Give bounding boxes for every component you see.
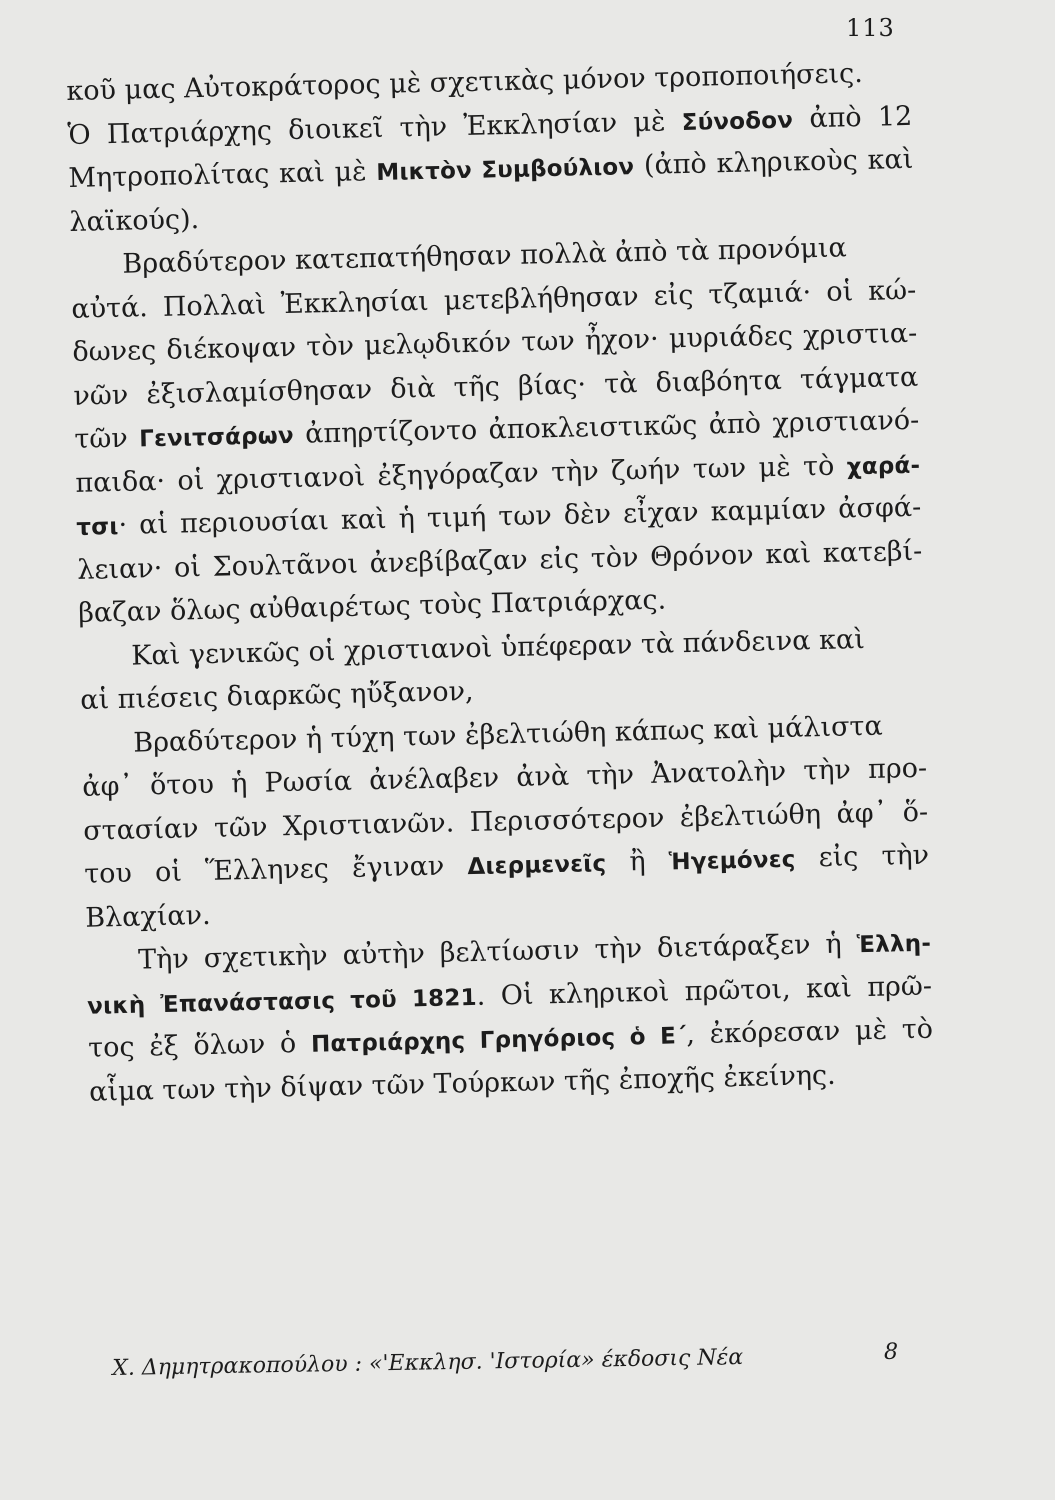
- text-run: Βλαχίαν.: [84, 899, 211, 934]
- text-run: · αἱ περιουσίαι καὶ ἡ τιμή των δὲν εἶχαν καμμίαν ἀσφά-: [118, 491, 922, 541]
- text-run: νῶν ἐξισλαμίσθησαν διὰ τῆς βίας· τὰ διαβόητα τάγματα: [73, 361, 919, 412]
- bold-term: Σύνοδον: [681, 107, 794, 136]
- text-run: αἱ πιέσεις διαρκῶς ηὔξανον,: [79, 675, 474, 716]
- text-run: εἰς τὴν: [795, 839, 930, 874]
- page-number: 113: [846, 14, 895, 42]
- text-run: αἷμα των τὴν δίψαν τῶν Τούρκων τῆς ἐποχῆς ἐκείνης.: [88, 1059, 837, 1108]
- bold-term: Μικτὸν Συμβούλιον: [376, 154, 635, 186]
- text-run: κοῦ μας Αὐτοκράτορος μὲ σχετικὰς μόνον τροποποιήσεις.: [66, 57, 864, 107]
- text-run: Μητροπολίτας καὶ μὲ: [68, 155, 377, 194]
- bold-term: Ἡγεμόνες: [668, 846, 796, 876]
- text-run: ἀφ᾽ ὅτου ἡ Ρωσία ἀνέλαβεν ἀνὰ τὴν Ἀνατολὴν τὴν προ-: [81, 752, 928, 803]
- body-text: [66, 51, 934, 1114]
- text-run: λαϊκούς).: [69, 203, 200, 238]
- text-run: δωνες διέκοψαν τὸν μελῳδικόν των ἦχον· μυριάδες χριστια-: [72, 317, 918, 368]
- text-run: ἀπὸ 12: [792, 100, 913, 135]
- bold-term: χαρά-: [846, 452, 921, 480]
- text-run: (ἀπὸ κληρικοὺς καὶ: [633, 143, 914, 182]
- text-run: . Οἱ κληρικοὶ πρῶτοι, καὶ πρῶ-: [476, 970, 933, 1012]
- text-run: ἢ: [605, 845, 670, 878]
- text-run: τος ἐξ ὅλων ὁ: [87, 1027, 312, 1064]
- text-run: βαζαν ὅλως αὐθαιρέτως τοὺς Πατριάρχας.: [77, 584, 667, 629]
- text-run: τῶν: [74, 422, 140, 455]
- text-run: Βραδύτερον κατεπατήθησαν πολλὰ ἀπὸ τὰ προνόμια: [122, 232, 847, 280]
- text-run: Καὶ γενικῶς οἱ χριστιανοὶ ὑπέφεραν τὰ πάνδεινα καὶ: [130, 623, 866, 672]
- bold-term: νικὴ Ἐπανάστασις τοῦ 1821: [86, 984, 478, 1020]
- text-run: παιδα· οἱ χριστιανοὶ ἐξηγόραζαν τὴν ζωήν των μὲ τὸ: [75, 449, 848, 499]
- text-run: Βραδύτερον ἡ τύχη των ἐβελτιώθη κάπως καὶ μάλιστα: [132, 710, 883, 759]
- footer-citation: Χ. Δημητρακοπούλου : «'Εκκλησ. 'Ιστορία» έκδοσις Νέα: [112, 1344, 744, 1381]
- text-run: λειαν· οἱ Σουλτᾶνοι ἀνεβίβαζαν εἰς τὸν Θρόνον καὶ κατεβί-: [76, 535, 923, 586]
- text-run: αὐτά. Πολλαὶ Ἐκκλησίαι μετεβλήθησαν εἰς τζαμιά· οἱ κώ-: [71, 274, 917, 325]
- bold-term: Πατριάρχης Γρηγόριος ὁ Ε΄: [310, 1023, 687, 1058]
- bold-term: Διερμενεῖς: [467, 850, 607, 881]
- text-run: στασίαν τῶν Χριστιανῶν. Περισσότερον ἐβελτιώθη ἀφ᾽ ὅ-: [82, 796, 929, 847]
- text-run: ἀπηρτίζοντο ἀποκλειστικῶς ἀπὸ χριστιανό-: [293, 404, 920, 450]
- bold-term: Γενιτσάρων: [138, 422, 295, 453]
- text-run: του οἱ Ἕλληνες ἔγιναν: [83, 850, 468, 890]
- text-run: , ἐκόρεσαν μὲ τὸ: [685, 1013, 934, 1051]
- bold-term: Ἑλλη-: [856, 930, 932, 959]
- text-run: Τὴν σχετικὴν αὐτὴν βελτίωσιν τὴν διετάραξεν ἡ: [137, 928, 858, 976]
- text-run: Ὁ Πατριάρχης διοικεῖ τὴν Ἐκκλησίαν μὲ: [67, 105, 683, 151]
- bold-term: τσι: [76, 513, 119, 541]
- signature-mark: 8: [884, 1340, 898, 1365]
